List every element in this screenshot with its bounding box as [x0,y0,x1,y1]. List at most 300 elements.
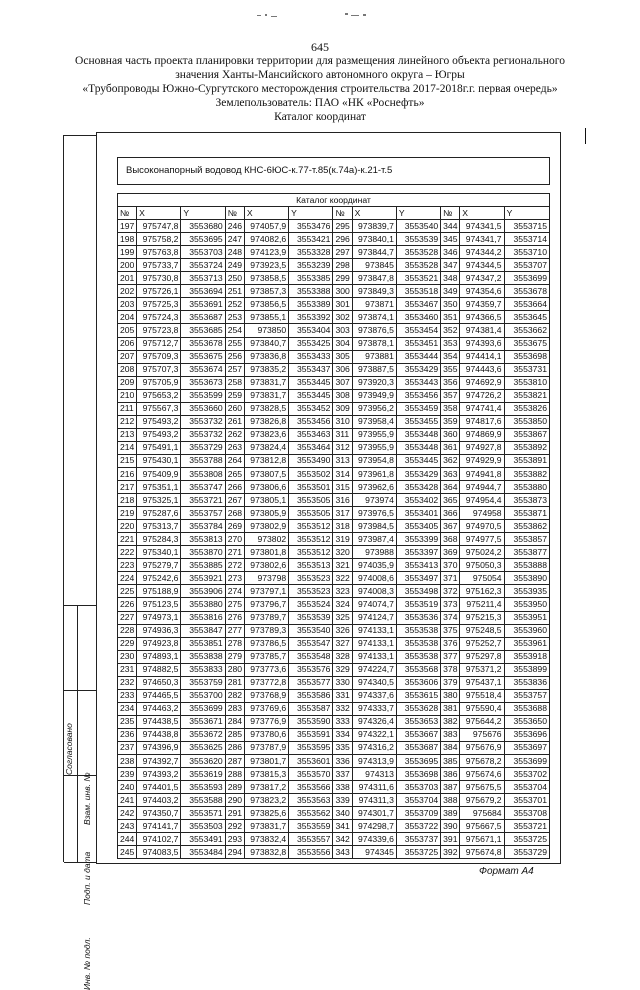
table-cell: 257 [225,363,244,376]
table-cell: 273 [225,572,244,585]
table-cell: 975678,2 [460,755,504,768]
table-cell: 975248,5 [460,624,504,637]
table-cell: 376 [441,637,460,650]
table-cell: 251 [225,285,244,298]
table-cell: 206 [118,337,137,350]
catalog-heading: Каталог координат [274,111,366,123]
table-cell: 378 [441,663,460,676]
table-row [118,428,550,441]
table-cell: 3553425 [289,337,333,350]
table-cell: 3553590 [289,715,333,728]
table-cell: 3553713 [181,272,225,285]
table-cell: 293 [225,833,244,846]
table-row [118,559,550,572]
table-row [118,676,550,689]
table-cell: 3553709 [396,807,440,820]
table-cell: 974340,5 [352,676,396,689]
table-cell: 3553660 [181,402,225,415]
table-cell: 974341,5 [460,220,504,233]
table-row [118,781,550,794]
table-cell: 287 [225,755,244,768]
table-cell: 3553505 [289,507,333,520]
table-cell: 975123,5 [137,598,181,611]
table-cell: 3553813 [181,533,225,546]
table-cell: 309 [333,402,352,415]
table-cell: 303 [333,324,352,337]
table-cell: 3553548 [289,650,333,663]
table-cell: 3553571 [181,807,225,820]
table-cell: 212 [118,415,137,428]
table-cell: 3553404 [289,324,333,337]
table-cell: 973847,8 [352,272,396,285]
table-cell: 975671,1 [460,833,504,846]
table-cell: 973876,5 [352,324,396,337]
table-cell: 3553402 [396,494,440,507]
table-cell: 973857,3 [244,285,288,298]
table-cell: 261 [225,415,244,428]
table-cell: 973955,9 [352,441,396,454]
table-cell: 3553667 [396,728,440,741]
table-row [118,415,550,428]
table-cell: 973976,5 [352,507,396,520]
table-cell: 277 [225,624,244,637]
table-row [118,728,550,741]
paper-format-label: Формат А4 [479,866,534,877]
table-row [118,611,550,624]
table-cell: 973836,8 [244,350,288,363]
table-cell: 3553476 [289,220,333,233]
table-cell: 3553724 [181,259,225,272]
table-cell: 973828,5 [244,402,288,415]
table-cell: 974692,9 [460,376,504,389]
table-cell: 278 [225,637,244,650]
table-cell: 975676,9 [460,741,504,754]
table-cell: 214 [118,441,137,454]
table-cell: 332 [333,702,352,715]
table-cell: 339 [333,794,352,807]
table-cell: 973801,8 [244,546,288,559]
table-cell: 382 [441,715,460,728]
table-cell: 974650,3 [137,676,181,689]
table-cell: 975211,4 [460,598,504,611]
table-cell: 3553559 [289,820,333,833]
table-cell: 359 [441,415,460,428]
column-header: № [118,207,137,220]
table-cell: 225 [118,585,137,598]
table-cell: 3553722 [396,820,440,833]
column-header: Y [396,207,440,220]
table-cell: 247 [225,233,244,246]
table-cell: 3553703 [181,246,225,259]
table-cell: 973802 [244,533,288,546]
table-cell: 975430,1 [137,454,181,467]
table-cell: 329 [333,663,352,676]
table-cell: 3553405 [396,520,440,533]
table-cell: 975188,9 [137,585,181,598]
table-cell: 3553497 [396,572,440,585]
table-row [118,481,550,494]
table-row [118,337,550,350]
table-cell: 317 [333,507,352,520]
table-cell: 3553890 [504,572,549,585]
table-cell: 342 [333,833,352,846]
table-cell: 973856,5 [244,298,288,311]
table-cell: 264 [225,454,244,467]
table-cell: 3553445 [289,389,333,402]
table-cell: 231 [118,663,137,676]
table-cell: 266 [225,481,244,494]
table-cell: 975491,1 [137,441,181,454]
table-cell: 974882,5 [137,663,181,676]
table-cell: 974133,1 [352,650,396,663]
table-cell: 974954,4 [460,494,504,507]
table-cell: 3553588 [181,794,225,807]
table-row [118,311,550,324]
table-cell: 974936,3 [137,624,181,637]
table-row [118,220,550,233]
table-cell: 228 [118,624,137,637]
table-cell: 3553599 [181,389,225,402]
table-cell: 298 [333,259,352,272]
table-cell: 314 [333,467,352,480]
table-cell: 974313,9 [352,755,396,768]
table-cell: 291 [225,807,244,820]
table-cell: 3553704 [504,781,549,794]
table-cell: 974035,9 [352,559,396,572]
table-cell: 3553880 [504,481,549,494]
table-cell: 3553702 [504,768,549,781]
table-cell: 325 [333,611,352,624]
table-cell: 974083,5 [137,846,181,859]
replacement-inv-label: Взам. инв. № [82,772,92,825]
table-cell: 974333,7 [352,702,396,715]
table-cell: 348 [441,272,460,285]
table-cell: 232 [118,676,137,689]
table-cell: 306 [333,363,352,376]
table-row [118,833,550,846]
table-cell: 3553757 [181,507,225,520]
table-cell: 344 [441,220,460,233]
table-cell: 3553721 [181,494,225,507]
table-cell: 974396,9 [137,741,181,754]
table-cell: 372 [441,585,460,598]
table-cell: 255 [225,337,244,350]
table-cell: 974339,6 [352,833,396,846]
table-row [118,285,550,298]
table-cell: 392 [441,846,460,859]
column-header: Y [289,207,333,220]
table-cell: 221 [118,533,137,546]
table-cell: 3553918 [504,650,549,663]
table-cell: 357 [441,389,460,402]
table-cell: 3553747 [181,481,225,494]
table-cell: 975679,2 [460,794,504,807]
table-cell: 975325,1 [137,494,181,507]
table-cell: 3553838 [181,650,225,663]
table-cell: 3553444 [396,350,440,363]
table-cell: 973772,8 [244,676,288,689]
table-cell: 295 [333,220,352,233]
table-cell: 334 [333,728,352,741]
table-cell: 3553577 [289,676,333,689]
table-cell: 974102,7 [137,833,181,846]
table-cell: 3553857 [504,533,549,546]
table-cell: 974298,7 [352,820,396,833]
table-row [118,233,550,246]
table-cell: 973769,6 [244,702,288,715]
table-cell: 268 [225,507,244,520]
table-cell: 3553732 [181,428,225,441]
table-cell: 3553523 [289,572,333,585]
table-row [118,494,550,507]
table-cell: 3553459 [396,402,440,415]
table-cell: 975518,4 [460,689,504,702]
table-cell: 3553885 [181,559,225,572]
table-cell: 974923,8 [137,637,181,650]
table-cell: 3553862 [504,520,549,533]
table-cell: 3553672 [181,728,225,741]
table-row [118,846,550,859]
table-cell: 974311,6 [352,781,396,794]
table-cell: 975733,7 [137,259,181,272]
table-cell: 3553586 [289,689,333,702]
table-cell: 3553650 [504,715,549,728]
table-cell: 3553576 [289,663,333,676]
table-cell: 3553671 [181,715,225,728]
table-cell: 321 [333,559,352,572]
table-cell: 973832,4 [244,833,288,846]
table-cell: 974354,6 [460,285,504,298]
table-cell: 975313,7 [137,520,181,533]
table-row [118,363,550,376]
column-header: Y [181,207,225,220]
table-cell: 3553502 [289,467,333,480]
table-cell: 3553810 [504,376,549,389]
table-cell: 3553950 [504,598,549,611]
table-cell: 975351,1 [137,481,181,494]
table-cell: 203 [118,298,137,311]
table-cell: 973823,2 [244,794,288,807]
table-cell: 234 [118,702,137,715]
table-cell: 3553413 [396,559,440,572]
table-cell: 975758,2 [137,233,181,246]
table-cell: 219 [118,507,137,520]
table-cell: 3553491 [181,833,225,846]
table-cell: 3553695 [396,755,440,768]
table-cell: 3553882 [504,467,549,480]
table-cell: 380 [441,689,460,702]
table-cell: 316 [333,494,352,507]
table-cell: 304 [333,337,352,350]
table-cell: 974344,2 [460,246,504,259]
table-row [118,272,550,285]
table-cell: 3553540 [289,624,333,637]
table-cell: 974393,6 [460,337,504,350]
table-cell: 3553536 [396,611,440,624]
table-cell: 226 [118,598,137,611]
table-cell: 209 [118,376,137,389]
table-cell: 3553888 [504,559,549,572]
table-cell: 385 [441,755,460,768]
table-cell: 3553678 [181,337,225,350]
table-cell: 379 [441,676,460,689]
table-cell: 270 [225,533,244,546]
table-row [118,507,550,520]
table-cell: 3553729 [181,441,225,454]
table-cell: 384 [441,741,460,754]
table-cell: 973787,9 [244,741,288,754]
table-cell: 3553899 [504,663,549,676]
table-cell: 3553528 [396,259,440,272]
table-cell: 345 [441,233,460,246]
table-cell: 3553680 [181,220,225,233]
table-cell: 973824,4 [244,441,288,454]
column-header: № [333,207,352,220]
frame-bracket [582,128,586,144]
table-cell: 974123,9 [244,246,288,259]
table-cell: 974465,5 [137,689,181,702]
table-cell: 3553921 [181,572,225,585]
table-cell: 973845 [352,259,396,272]
table-cell: 975340,1 [137,546,181,559]
table-cell: 3553695 [181,233,225,246]
table-cell: 377 [441,650,460,663]
table-cell: 3553538 [396,624,440,637]
table-cell: 974124,7 [352,611,396,624]
table-cell: 3553421 [289,233,333,246]
table-cell: 974366,5 [460,311,504,324]
table-cell: 3553397 [396,546,440,559]
table-cell: 974311,3 [352,794,396,807]
column-header: X [137,207,181,220]
table-cell: 246 [225,220,244,233]
table-cell: 3553721 [504,820,549,833]
table-cell: 3553463 [289,428,333,441]
table-cell: 275 [225,598,244,611]
table-cell: 205 [118,324,137,337]
table-cell: 973858,5 [244,272,288,285]
table-cell: 973839,7 [352,220,396,233]
table-cell: 3553460 [396,311,440,324]
table-cell: 260 [225,402,244,415]
table-cell: 974941,8 [460,467,504,480]
table-cell: 336 [333,755,352,768]
table-cell: 975674,8 [460,846,504,859]
table-cell: 326 [333,624,352,637]
table-cell: 3553528 [396,246,440,259]
table-cell: 289 [225,781,244,794]
table-cell: 381 [441,702,460,715]
table-cell: 3553703 [396,781,440,794]
table-cell: 975674,6 [460,768,504,781]
table-cell: 973823,6 [244,428,288,441]
table-cell: 975667,5 [460,820,504,833]
table-cell: 975371,2 [460,663,504,676]
table-cell: 367 [441,520,460,533]
table-cell: 238 [118,755,137,768]
table-cell: 975712,7 [137,337,181,350]
table-cell: 3553399 [396,533,440,546]
table-cell: 974817,6 [460,415,504,428]
table-cell: 975252,7 [460,637,504,650]
table-cell: 3553401 [396,507,440,520]
table-cell: 283 [225,702,244,715]
table-cell: 213 [118,428,137,441]
table-cell: 3553847 [181,624,225,637]
table-cell: 974944,7 [460,481,504,494]
table-cell: 3553688 [504,702,549,715]
table-cell: 973802,6 [244,559,288,572]
table-cell: 973798 [244,572,288,585]
table-cell: 3553563 [289,794,333,807]
table-cell: 241 [118,794,137,807]
table-cell: 3553606 [396,676,440,689]
table-cell: 200 [118,259,137,272]
table-cell: 975676 [460,728,504,741]
table-cell: 3553731 [504,363,549,376]
table-cell: 3553521 [396,272,440,285]
table-cell: 973881 [352,350,396,363]
table-cell: 3553547 [289,637,333,650]
table-cell: 975054 [460,572,504,585]
table-cell: 3553593 [181,781,225,794]
table-cell: 364 [441,481,460,494]
table-cell: 974893,1 [137,650,181,663]
table-cell: 347 [441,259,460,272]
table-cell: 975284,3 [137,533,181,546]
table-cell: 973850 [244,324,288,337]
table-cell: 3553448 [396,441,440,454]
table-cell: 3553906 [181,585,225,598]
table-cell: 3553951 [504,611,549,624]
table-cell: 973954,8 [352,454,396,467]
table-row [118,533,550,546]
table-cell: 974141,7 [137,820,181,833]
table-cell: 973949,9 [352,389,396,402]
table-cell: 973789,3 [244,624,288,637]
table-cell: 3553851 [181,637,225,650]
table-cell: 975763,8 [137,246,181,259]
table-cell: 353 [441,337,460,350]
table-cell: 3553512 [289,533,333,546]
table-cell: 973840,7 [244,337,288,350]
table-cell: 973920,3 [352,376,396,389]
table-cell: 973840,1 [352,233,396,246]
table-cell: 197 [118,220,137,233]
table-cell: 244 [118,833,137,846]
table-row [118,663,550,676]
table-cell: 974741,4 [460,402,504,415]
table-cell: 3553451 [396,337,440,350]
table-cell: 237 [118,741,137,754]
table-cell: 3553891 [504,454,549,467]
table-cell: 3553759 [181,676,225,689]
table-cell: 374 [441,611,460,624]
table-cell: 217 [118,481,137,494]
table-cell: 230 [118,650,137,663]
table-cell: 3553570 [289,768,333,781]
table-cell: 3553556 [289,846,333,859]
table-cell: 3553700 [181,689,225,702]
column-header: № [441,207,460,220]
table-cell: 3553538 [396,637,440,650]
table-cell: 973825,6 [244,807,288,820]
table-row [118,441,550,454]
table-cell: 3553568 [396,663,440,676]
table-cell: 308 [333,389,352,402]
table-cell: 3553870 [181,546,225,559]
table-cell: 974082,6 [244,233,288,246]
